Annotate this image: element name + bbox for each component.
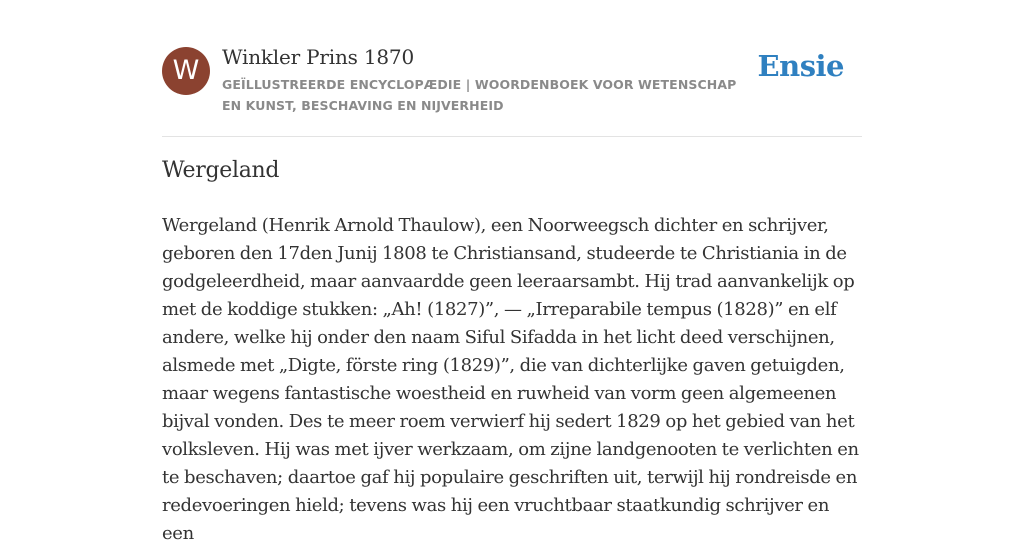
source-subtitle: GEÏLLUSTREERDE ENCYCLOPÆDIE | WOORDENBOEK VOOR WETENSCHAP EN KUNST, BESCHAVING EN NIJVERHEID — [222, 77, 737, 113]
source-header — [162, 44, 862, 137]
avatar[interactable]: W — [162, 47, 210, 95]
brand-logo-link[interactable]: Ensie — [757, 49, 844, 83]
article-body: Wergeland (Henrik Arnold Thaulow), een Noorweegsch dichter en schrijver, geboren den 17den Junij 1808 te Christiansand, studeerde te Christiania in de godgeleerdheid, maar aanvaardde geen leeraarsambt. Hij trad aanvankelijk op met de koddige stukken: „Ah! (1827)”, — „Irreparabile tempus (1828)” en elf andere, welke hij onder den naam Siful Sifadda in het licht deed verschijnen, alsmede met „Digte, förste ring (1829)”, die van dichterlijke gaven getuigden, maar wegens fantastische woestheid en ruwheid van vorm geen algemeenen bijval vonden. Des te meer roem verwierf hij sedert 1829 op het gebied van het volksleven. Hij was met ijver werkzaam, om zijne landgenooten te verlichten en te beschaven; daartoe gaf hij populaire geschriften uit, terwijl hij rondreisde en redevoeringen hield; tevens was hij een vruchtbaar staatkundig schrijver en een — [162, 215, 859, 544]
source-title[interactable]: Winkler Prins 1870 — [222, 45, 414, 69]
article-title: Wergeland — [162, 158, 280, 183]
